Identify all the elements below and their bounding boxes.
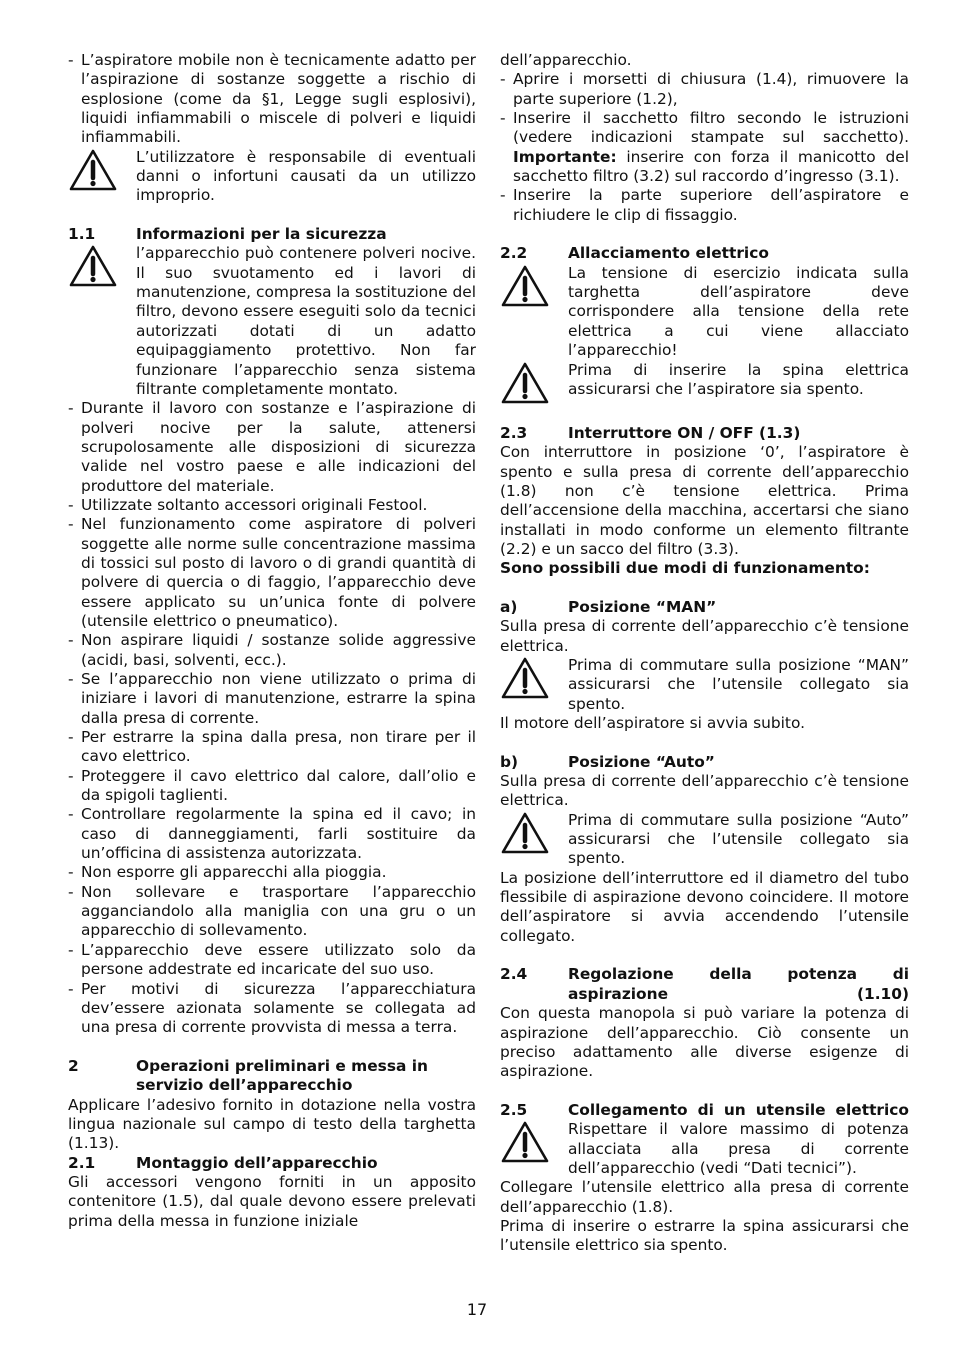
bullet-item [68,515,476,631]
paragraph: Il motore dell’aspiratore si avvia subito. [500,714,805,732]
section-heading [68,225,476,244]
section-heading [500,244,909,263]
bullet-text: Durante il lavoro con sostanze e l’aspirazione di polveri nocive per la salute, attenersi scrupolosamente alle disposizioni di sicurezza valide nel vostro paese e alle indicazioni del produttore del materiale. [81,399,476,495]
section-heading [500,1101,909,1120]
bold-paragraph: Sono possibili due modi di funzionamento: [500,559,870,578]
section-title: Informazioni per la sicurezza [136,225,387,244]
section-title: Collegamento di un utensile elettrico [568,1100,909,1119]
section-number: 2.3 [500,423,528,442]
bullet-dash: - [500,109,506,128]
bullet-item [500,109,909,186]
warning-text: L’utilizzatore è responsabile di eventuali danni o infortuni causati da un utilizzo improprio. [136,147,476,205]
bullet-text: Se l’apparecchio non viene utilizzato o prima di iniziare i lavori di manutenzione, estrarre la spina dalla presa di corrente. [81,670,476,727]
section-number: a) [500,597,518,616]
warning-block [68,148,476,206]
bullet-text: Non esporre gli apparecchi alla pioggia. [81,863,387,882]
warning-triangle-icon [68,244,136,288]
bullet-text: Aprire i morsetti di chiusura (1.4), rimuovere la parte superiore (1.2), [513,70,909,108]
section-heading [500,598,909,617]
section-title: Interruttore ON / OFF (1.3) [568,423,801,442]
bullet-text: Controllare regolarmente la spina ed il cavo; in caso di danneggiamenti, farli sostituire da un’officina di assistenza autorizzata. [81,805,476,863]
warning-triangle-icon [500,1120,568,1164]
bullet-dash: - [68,882,74,901]
section-heading [68,1154,476,1173]
section-heading [68,1057,476,1096]
warning-block [68,244,476,399]
section-number: 1.1 [68,225,96,244]
bullet-item [68,51,476,148]
intro-bullet: L’aspiratore mobile non è tecnicamente adatto per l’aspirazione di sostanze soggette a rischio di esplosione (come da §1, Legge sugli esplosivi), liquidi infiammabili o miscele di polveri e liquidi infiammabili. [81,51,476,147]
bullet-text: Utilizzate soltanto accessori originali Festool. [81,495,428,514]
bullet-text: Per motivi di sicurezza l’apparecchiatura dev’essere azionata solamente se collegata ad una presa di corrente provvista di messa a terra. [81,979,476,1037]
paragraph: Con interruttore in posizione ‘0’, l’aspiratore è spento e sulla presa di corrente dell’apparecchio (1.8) non c’è tensione elettrica. Prima dell’accensione della macchina, accertarsi che siano installati in modo conforme un elemento filtrante (2.2) e un sacco del filtro (3.3). [500,443,909,558]
bullet-item [68,980,476,1038]
bullet-dash: - [500,186,506,205]
paragraph: Prima di inserire o estrarre la spina assicurarsi che l’utensile elettrico sia spento. [500,1216,909,1255]
section-number: 2.2 [500,244,528,263]
bullet-text: Proteggere il cavo elettrico dal calore, dall’olio e da spigoli taglienti. [81,766,476,805]
bullet-item [68,805,476,863]
paragraph: Sulla presa di corrente dell’apparecchio c’è tensione elettrica. [500,617,909,655]
section-number: 2.1 [68,1153,96,1172]
bullet-list [68,399,476,1037]
warning-triangle-icon [500,264,568,308]
section-number: 2.5 [500,1100,528,1119]
bullet-item [500,186,909,225]
bullet-dash: - [68,495,74,514]
bullet-item [68,399,476,496]
paragraph: La posizione dell’interruttore ed il diametro del tubo flessibile di aspirazione devono coincidere. Il motore dell’aspiratore si avvia accendendo l’utensile collegato. [500,868,909,945]
bullet-dash: - [68,805,74,824]
bullet-dash: - [68,631,74,650]
warning-block [500,1120,909,1178]
section-title: Posizione “MAN” [568,597,717,616]
section-number: 2.4 [500,965,528,984]
bullet-text: Non sollevare e trasportare l’apparecchio agganciandolo alla maniglia con una gru o un apparecchio di sollevamento. [81,882,476,940]
bullet-dash: - [68,863,74,882]
warning-block [500,361,909,405]
important-text: inserire con forza il manicotto del sacchetto filtro (3.2) sul raccordo d’ingresso (3.1). [513,147,909,186]
left-column [68,51,476,1231]
section-heading [500,753,909,772]
bullet-dash: - [68,940,74,959]
warning-text: Prima di commutare sulla posizione “Auto” assicurarsi che l’utensile collegato sia spento. [568,810,909,868]
warning-block [500,811,909,869]
bullet-item [68,631,476,670]
paragraph: Applicare l’adesivo fornito in dotazione nella vostra lingua nazionale sul campo di testo della targhetta (1.13). [68,1095,476,1153]
bullet-text: Per estrarre la spina dalla presa, non tirare per il cavo elettrico. [81,728,476,766]
bullet-item [68,496,476,515]
warning-block [500,264,909,361]
bullet-dash: - [68,670,74,688]
bullet-dash: - [68,51,74,69]
section-title: Allacciamento elettrico [568,244,769,263]
bullet-text: Inserire la parte superiore dell’aspiratore e richiudere le clip di fissaggio. [513,186,909,224]
bullet-text: Non aspirare liquidi / sostanze solide aggressive (acidi, basi, solventi, ecc.). [81,631,476,669]
warning-triangle-icon [500,656,568,700]
bullet-dash: - [68,766,74,785]
warning-text: La tensione di esercizio indicata sulla targhetta dell’aspiratore deve corrispondere alla tensione della rete elettrica a cui viene allacciato l’apparecchio! [568,263,909,360]
paragraph: Collegare l’utensile elettrico alla presa di corrente dell’apparecchio (1.8). [500,1178,909,1216]
section-heading [500,965,909,1004]
warning-triangle-icon [500,361,568,405]
section-title: Montaggio dell’apparecchio [136,1153,378,1172]
bullet-dash: - [68,515,74,534]
bullet-dash: - [500,70,506,89]
section-title: Regolazione della potenza di aspirazione (1.10) [568,965,909,1003]
section-title: Posizione “Auto” [568,752,715,771]
warning-triangle-icon [500,811,568,855]
right-column [500,51,909,1256]
bullet-item [68,670,476,728]
section-number: 2 [68,1056,79,1075]
section-title: Operazioni preliminari e messa in servizio dell’apparecchio [136,1056,428,1095]
warning-triangle-icon [68,148,136,192]
important-label: Importante: [513,147,617,166]
bullet-text [513,109,909,186]
warning-text: Rispettare il valore massimo di potenza allacciata alla presa di corrente dell’apparecchio (vedi “Dati tecnici”). [568,1120,909,1177]
bullet-dash: - [68,979,74,998]
warning-block [500,656,909,714]
warning-text: l’apparecchio può contenere polveri nocive. Il suo svuotamento ed i lavori di manutenzione, compresa la sostituzione del filtro, devono essere eseguiti solo da tecnici autorizzati dotati di un adatto equipaggiamento protettivo. Non far funzionare l’apparecchio senza sistema filtrante completamente montato. [136,244,476,398]
bullet-item [68,767,476,806]
bullet-dash: - [68,399,74,418]
bullet-text: L’apparecchio deve essere utilizzato solo da persone addestrate ed incaricate del suo uso. [81,940,476,979]
bullet-item [68,728,476,767]
paragraph: dell’apparecchio. [500,51,632,69]
page-number: 17 [466,1300,488,1319]
section-number: b) [500,752,519,771]
bullet-text-main: Inserire il sacchetto filtro secondo le istruzioni (vedere indicazioni stampate sul sacchetto). [513,109,909,147]
paragraph: Gli accessori vengono forniti in un apposito contenitore (1.5), dal quale devono essere prelevati prima della messa in funzione iniziale [68,1172,476,1230]
paragraph: Sulla presa di corrente dell’apparecchio c’è tensione elettrica. [500,772,909,810]
bullet-item [68,941,476,980]
warning-text: Prima di inserire la spina elettrica assicurarsi che l’aspiratore sia spento. [568,360,909,398]
bullet-item [500,70,909,109]
section-heading [500,424,909,443]
bullet-dash: - [68,728,74,747]
bullet-text: Nel funzionamento come aspiratore di polveri soggette alle norme sulle concentrazione massima di tossici sul posto di lavoro o di grandi quantità di polvere di quercia o di faggio, l’apparecchio deve essere applicato su un’unica fonte di polvere (utensile elettrico o pneumatico). [81,515,476,630]
bullet-item [68,863,476,882]
warning-text: Prima di commutare sulla posizione “MAN” assicurarsi che l’utensile collegato sia spento. [568,655,909,713]
bullet-item [68,883,476,941]
paragraph: Con questa manopola si può variare la potenza di aspirazione dell’apparecchio. Ciò consente un preciso adattamento alle diverse esigenze di aspirazione. [500,1004,909,1081]
